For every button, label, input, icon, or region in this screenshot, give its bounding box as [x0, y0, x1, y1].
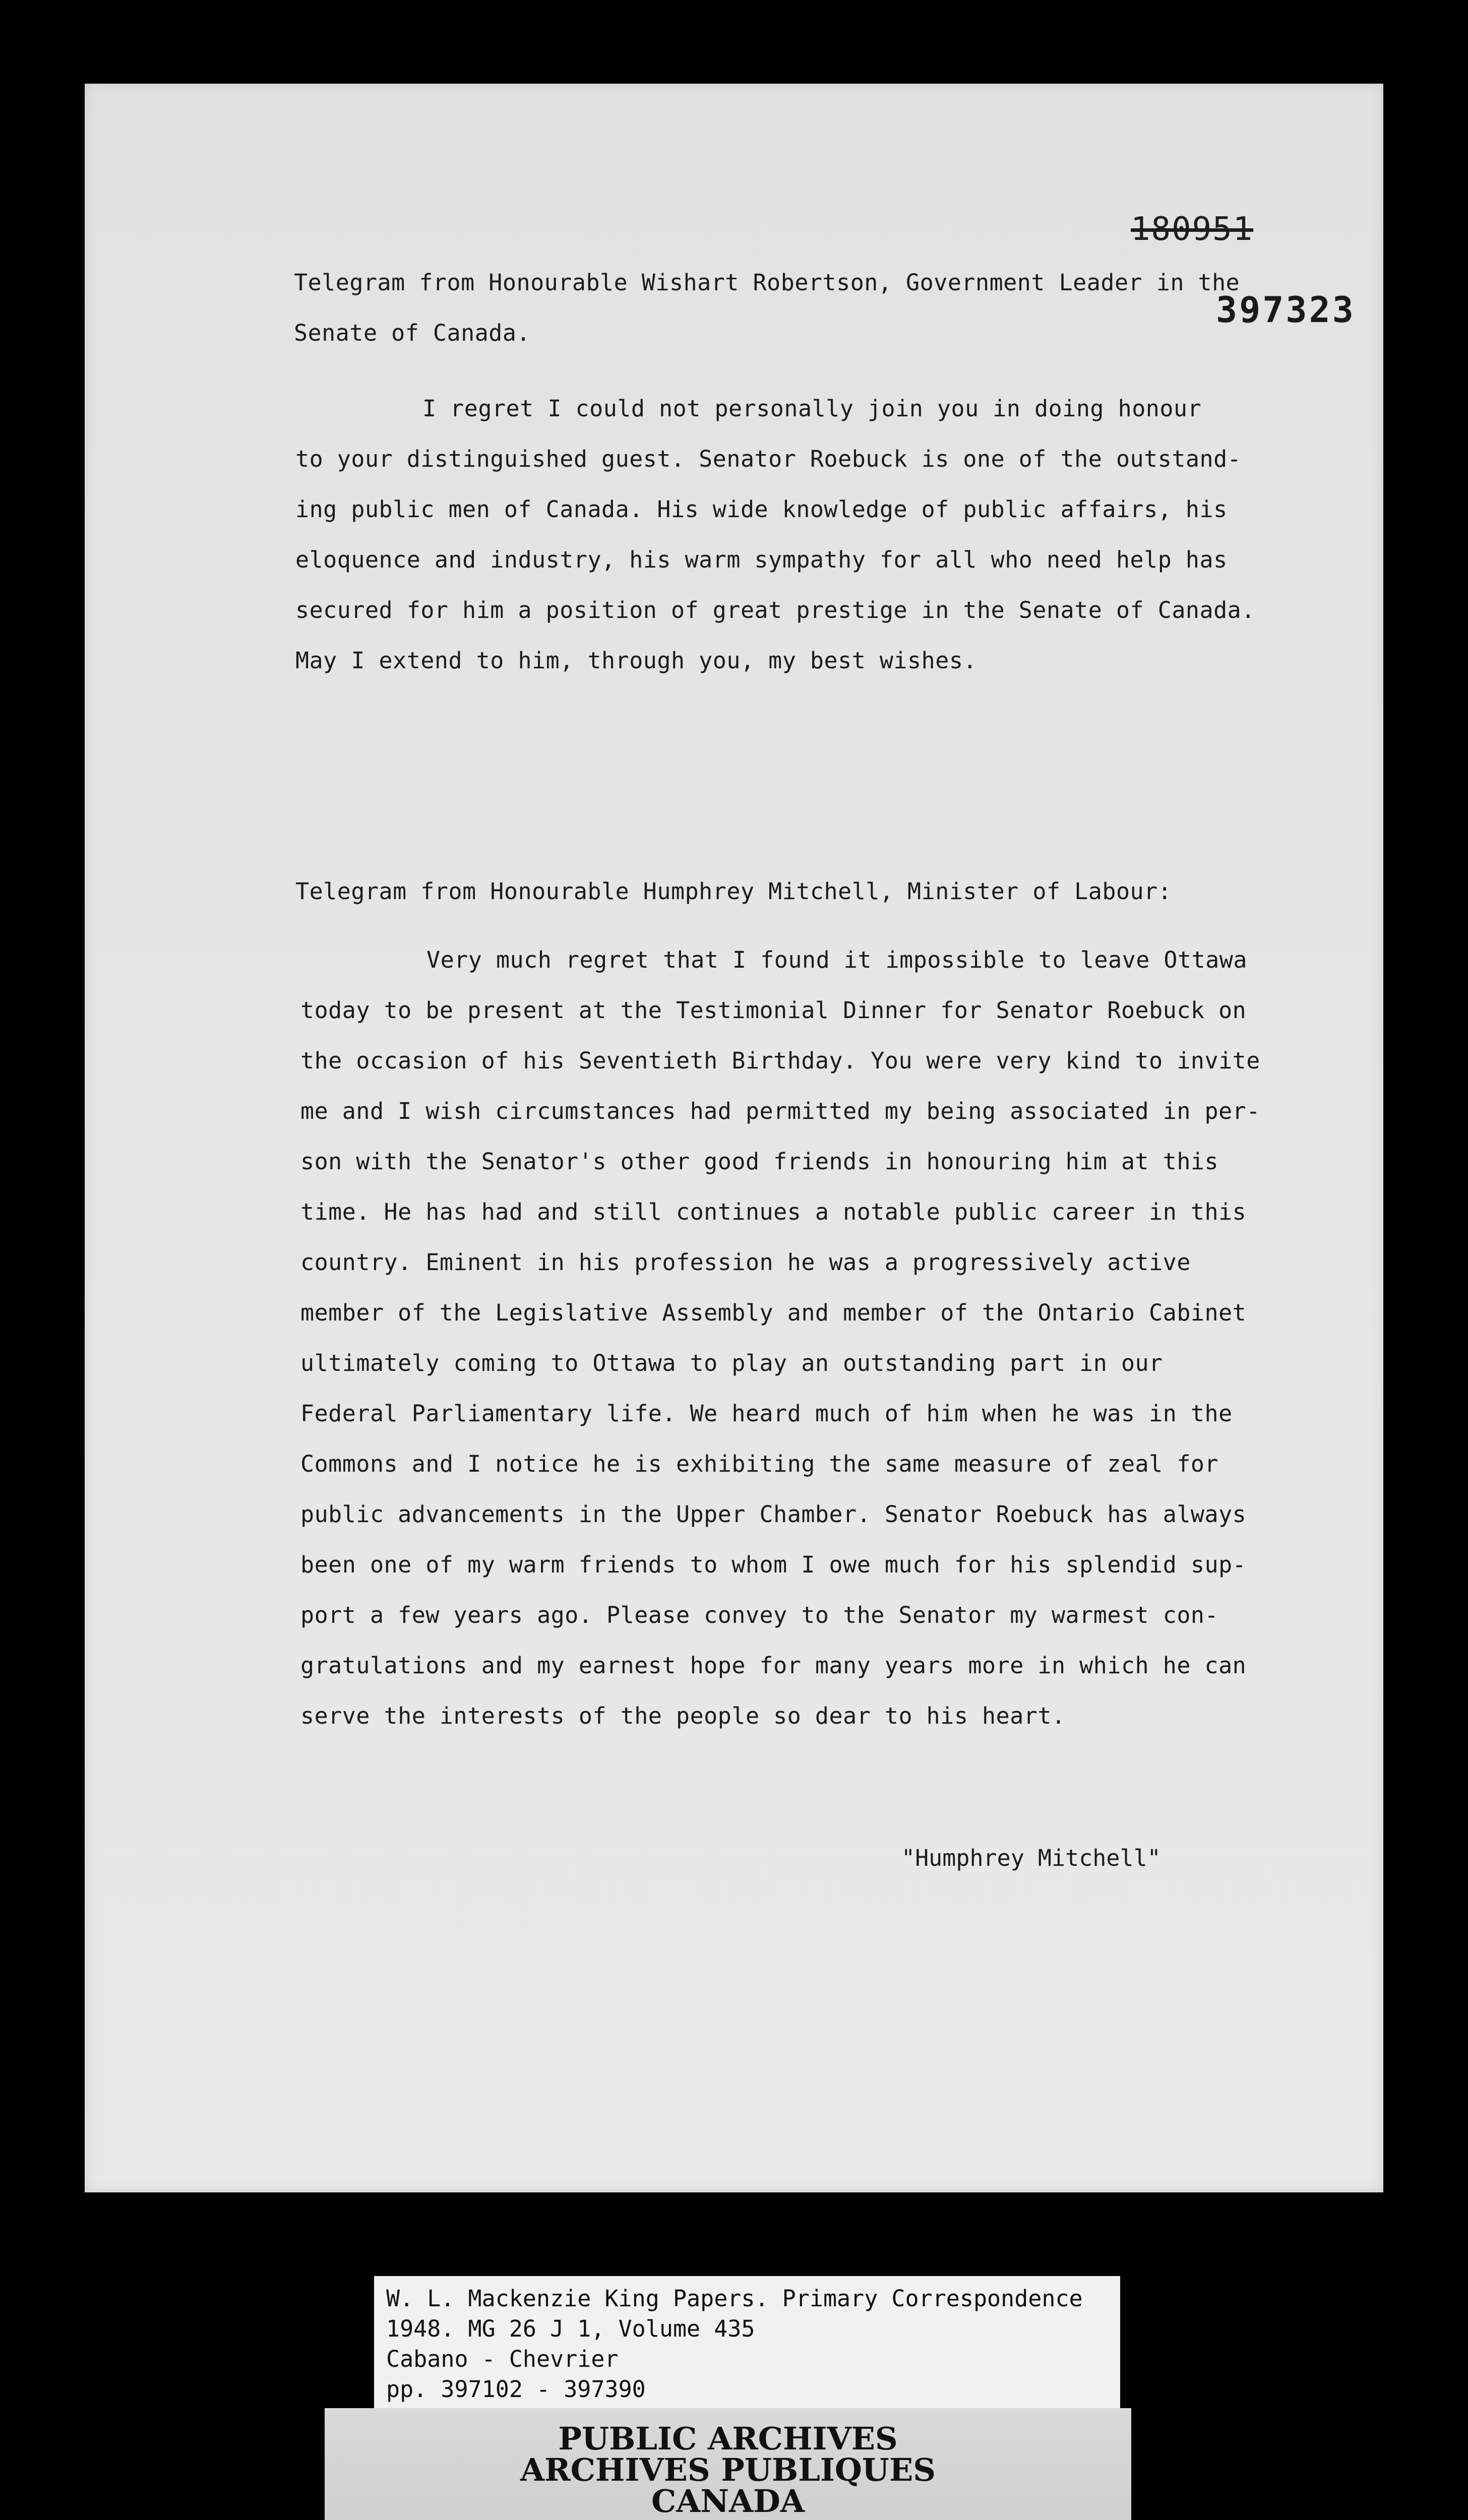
- telegram-1-body-line: secured for him a position of great prestige in the Senate of Canada.: [295, 597, 1255, 623]
- archive-card-line: pp. 397102 - 397390: [386, 2376, 646, 2403]
- telegram-2-body-line: member of the Legislative Assembly and member of the Ontario Cabinet: [300, 1299, 1247, 1326]
- telegram-2-body-line: been one of my warm friends to whom I owe much for his splendid sup-: [300, 1551, 1247, 1578]
- telegram-2-body-line: the occasion of his Seventieth Birthday. You were very kind to invite: [300, 1047, 1260, 1074]
- telegram-2-body-line: Commons and I notice he is exhibiting the same measure of zeal for: [300, 1451, 1219, 1477]
- stamp-line: ARCHIVES PUBLIQUES: [520, 2451, 936, 2488]
- telegram-1-body-line: to your distinguished guest. Senator Roebuck is one of the outstand-: [295, 446, 1242, 472]
- page-number: 397323: [1216, 289, 1356, 331]
- struck-page-number: 180951: [1131, 211, 1254, 248]
- archive-card-line: 1948. MG 26 J 1, Volume 435: [386, 2315, 755, 2342]
- telegram-2-body-line: today to be present at the Testimonial Dinner for Senator Roebuck on: [300, 997, 1247, 1024]
- telegram-2-body-line: port a few years ago. Please convey to the Senator my warmest con-: [300, 1602, 1219, 1628]
- telegram-2-body-line: serve the interests of the people so dear to his heart.: [300, 1703, 1066, 1729]
- telegram-2-body-line: son with the Senator's other good friends in honouring him at this: [300, 1148, 1219, 1175]
- archive-reference-card: [374, 2276, 1120, 2408]
- telegram-1-body-line: May I extend to him, through you, my best wishes.: [295, 647, 977, 674]
- public-archives-stamp: [325, 2408, 1131, 2520]
- telegram-2-body-line: me and I wish circumstances had permitted my being associated in per-: [300, 1098, 1260, 1124]
- telegram-1-body-line: ing public men of Canada. His wide knowledge of public affairs, his: [295, 496, 1228, 523]
- telegram-2-body-line: time. He has had and still continues a notable public career in this: [300, 1199, 1247, 1225]
- telegram-2-heading: Telegram from Honourable Humphrey Mitchell, Minister of Labour:: [295, 878, 1172, 905]
- archive-card-line: W. L. Mackenzie King Papers. Primary Correspondence: [386, 2285, 1083, 2312]
- telegram-2-body-line: Federal Parliamentary life. We heard much of him when he was in the: [300, 1400, 1233, 1427]
- signature: "Humphrey Mitchell": [901, 1845, 1161, 1871]
- telegram-2-body-line: country. Eminent in his profession he was a progressively active: [300, 1249, 1191, 1276]
- telegram-1-heading-line: Senate of Canada.: [294, 320, 531, 346]
- telegram-1-body-line: eloquence and industry, his warm sympathy for all who need help has: [295, 546, 1228, 573]
- telegram-2-body-line: Very much regret that I found it impossible to leave Ottawa: [426, 947, 1247, 973]
- telegram-1-body-line: I regret I could not personally join you in doing honour: [422, 395, 1202, 422]
- telegram-2-body-line: public advancements in the Upper Chamber. Senator Roebuck has always: [300, 1501, 1247, 1528]
- telegram-2-body-line: ultimately coming to Ottawa to play an outstanding part in our: [300, 1350, 1163, 1376]
- archive-card-line: Cabano - Chevrier: [386, 2346, 619, 2372]
- telegram-1-heading-line: Telegram from Honourable Wishart Robertson, Government Leader in the: [294, 269, 1240, 296]
- stamp-line: PUBLIC ARCHIVES: [558, 2420, 898, 2457]
- stamp-line: CANADA: [651, 2483, 805, 2519]
- document-page: [85, 84, 1383, 2192]
- telegram-2-body-line: gratulations and my earnest hope for many years more in which he can: [300, 1652, 1247, 1679]
